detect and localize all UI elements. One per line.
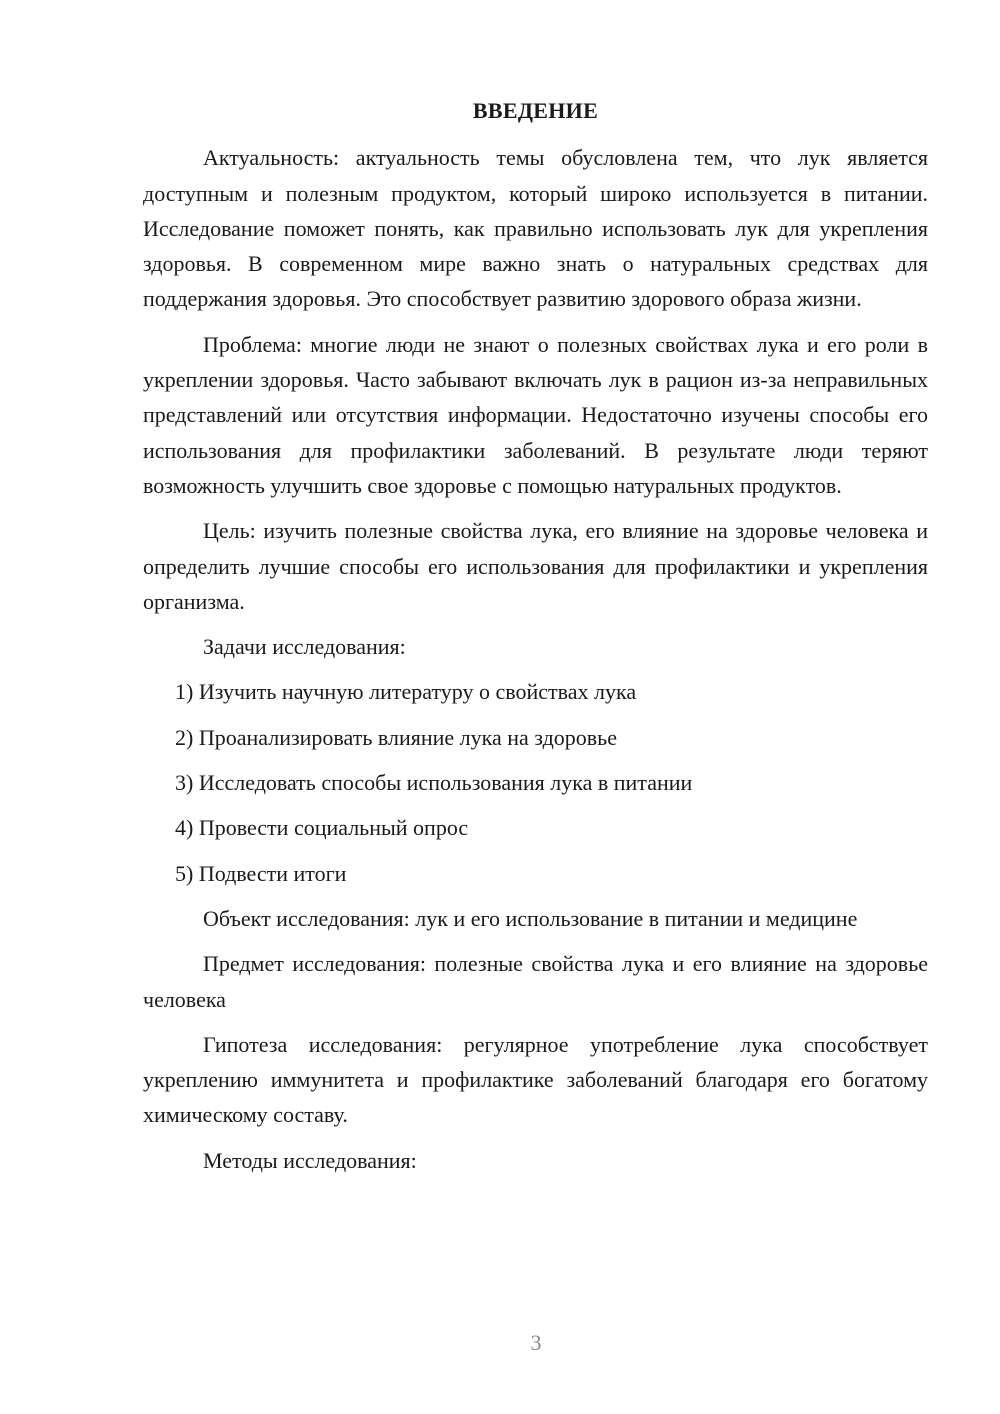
- object-paragraph: Объект исследования: лук и его использование в питании и медицине: [203, 905, 858, 931]
- hypothesis-paragraph: Гипотеза исследования: регулярное употребление лука способствует укреплению иммунитета и профилактике заболеваний благодаря его богатому химическому составу.: [143, 1031, 928, 1128]
- tasks-label: Задачи исследования:: [203, 634, 406, 660]
- problem-paragraph: Проблема: многие люди не знают о полезных свойствах лука и его роли в укреплении здоровья. Часто забывают включать лук в рацион из-за неправильных представлений или отсутствия информации. Недостаточно изучены способы его использования для профилактики заболеваний. В результате люди теряют возможность улучшить свое здоровье с помощью натуральных продуктов.: [143, 331, 928, 498]
- task-item: 4) Провести социальный опрос: [175, 815, 469, 841]
- page-number: 3: [530, 1330, 542, 1355]
- relevance-paragraph: Актуальность: актуальность темы обусловлена тем, что лук является доступным и полезным продуктом, который широко используется в питании. Исследование поможет понять, как правильно использовать лук для укрепления здоровья. В современном мире важно знать о натуральных средствах для поддержания здоровья. Это способствует развитию здорового образа жизни.: [143, 145, 928, 312]
- subject-paragraph: Предмет исследования: полезные свойства лука и его влияние на здоровье человека: [143, 951, 928, 1012]
- task-item: 5) Подвести итоги: [175, 860, 347, 886]
- task-item: 1) Изучить научную литературу о свойствах лука: [175, 679, 637, 705]
- methods-label: Методы исследования:: [203, 1147, 417, 1173]
- task-list: [143, 674, 928, 890]
- task-item: 3) Исследовать способы использования лука в питании: [175, 770, 693, 796]
- goal-paragraph: Цель: изучить полезные свойства лука, его влияние на здоровье человека и определить лучшие способы его использования для профилактики и укрепления организма.: [143, 518, 928, 614]
- task-item: 2) Проанализировать влияние лука на здоровье: [175, 724, 617, 750]
- document-page: [143, 93, 928, 1188]
- section-heading: ВВЕДЕНИЕ: [472, 98, 599, 123]
